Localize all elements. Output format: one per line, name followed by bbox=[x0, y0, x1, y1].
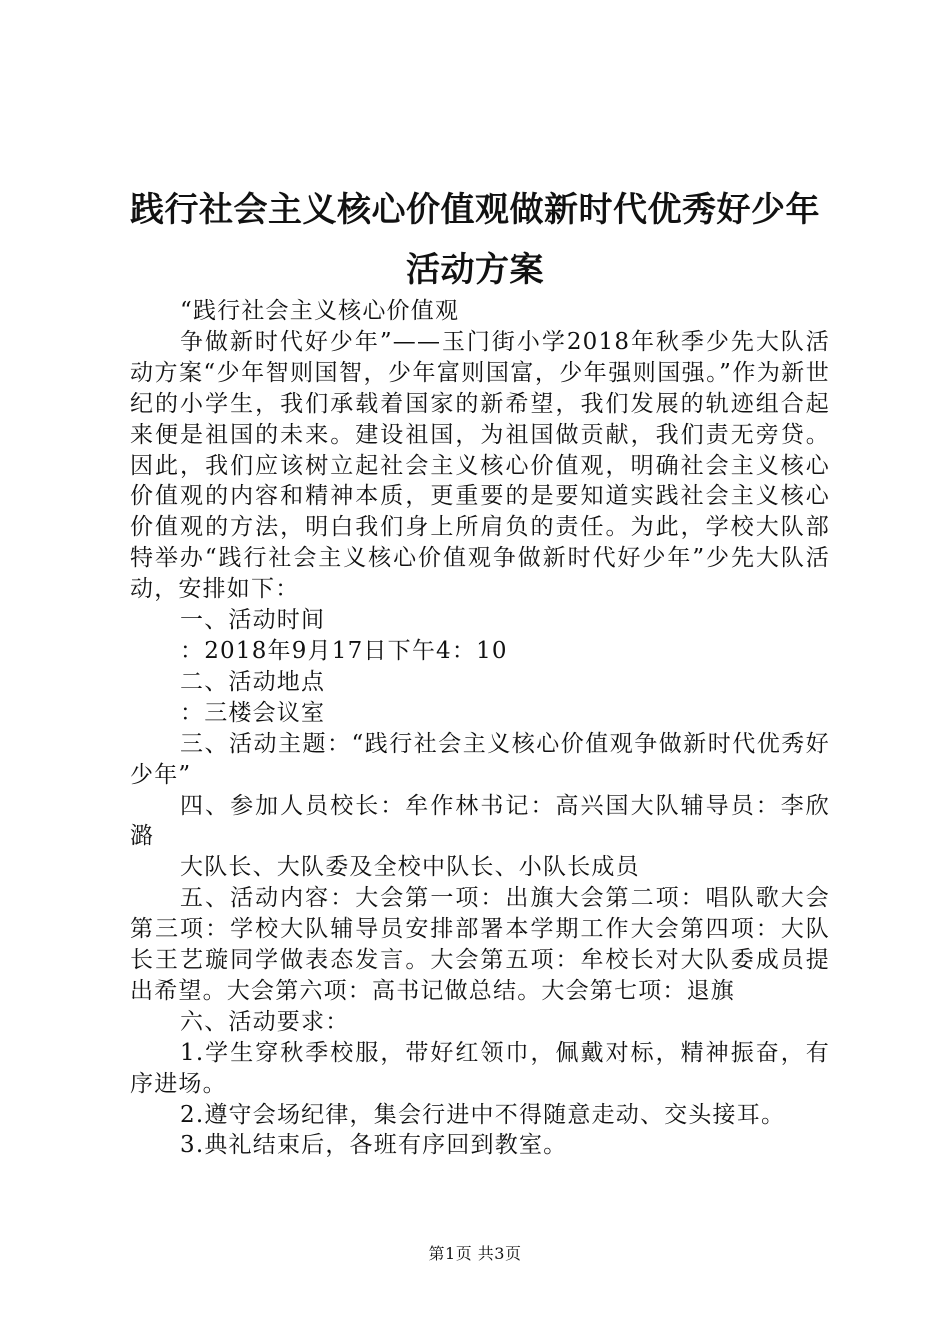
paragraph: 三、活动主题：“践行社会主义核心价值观争做新时代优秀好少年” bbox=[130, 730, 830, 788]
page-footer: 第1页 共3页 bbox=[428, 1244, 522, 1263]
paragraph: 一、活动时间 bbox=[180, 607, 326, 634]
paragraph: 二、活动地点 bbox=[180, 668, 326, 695]
paragraph: ：2018年9月17日下午4：10 bbox=[180, 637, 508, 664]
paragraph: 四、参加人员校长：牟作林书记：高兴国大队辅导员：李欣潞 bbox=[130, 792, 830, 850]
paragraph: 大队长、大队委及全校中队长、小队长成员 bbox=[180, 854, 640, 881]
document-title-line-1: 践行社会主义核心价值观做新时代优秀好少年 bbox=[130, 190, 820, 230]
paragraph: 六、活动要求： bbox=[180, 1008, 350, 1035]
paragraph: 2.遵守会场纪律，集会行进中不得随意走动、交头接耳。 bbox=[180, 1101, 786, 1128]
paragraph: 3.典礼结束后，各班有序回到教室。 bbox=[180, 1132, 568, 1159]
document-body bbox=[130, 296, 830, 1161]
paragraph: 争做新时代好少年”——玉门街小学2018年秋季少先大队活动方案“少年智则国智，少年富则国富，少年强则国强。”作为新世纪的小学生，我们承载着国家的新希望，我们发展的轨迹组合起来便是祖国的未来。建设祖国，为祖国做贡献，我们责无旁贷。因此，我们应该树立起社会主义核心价值观，明确社会主义核心价值观的内容和精神本质，更重要的是要知道实践社会主义核心价值观的方法，明白我们身上所肩负的责任。为此，学校大队部特举办“践行社会主义核心价值观争做新时代好少年”少先大队活动，安排如下： bbox=[130, 328, 830, 603]
document-title-line-2: 活动方案 bbox=[406, 250, 544, 290]
paragraph: 1.学生穿秋季校服，带好红领巾，佩戴对标，精神振奋，有序进场。 bbox=[130, 1039, 830, 1097]
paragraph: ：三楼会议室 bbox=[180, 699, 326, 726]
paragraph: 五、活动内容：大会第一项：出旗大会第二项：唱队歌大会第三项：学校大队辅导员安排部署本学期工作大会第四项：大队长王艺璇同学做表态发言。大会第五项：牟校长对大队委成员提出希望。大会第六项：高书记做总结。大会第七项：退旗 bbox=[130, 885, 830, 1004]
paragraph: “践行社会主义核心价值观 bbox=[180, 298, 460, 324]
